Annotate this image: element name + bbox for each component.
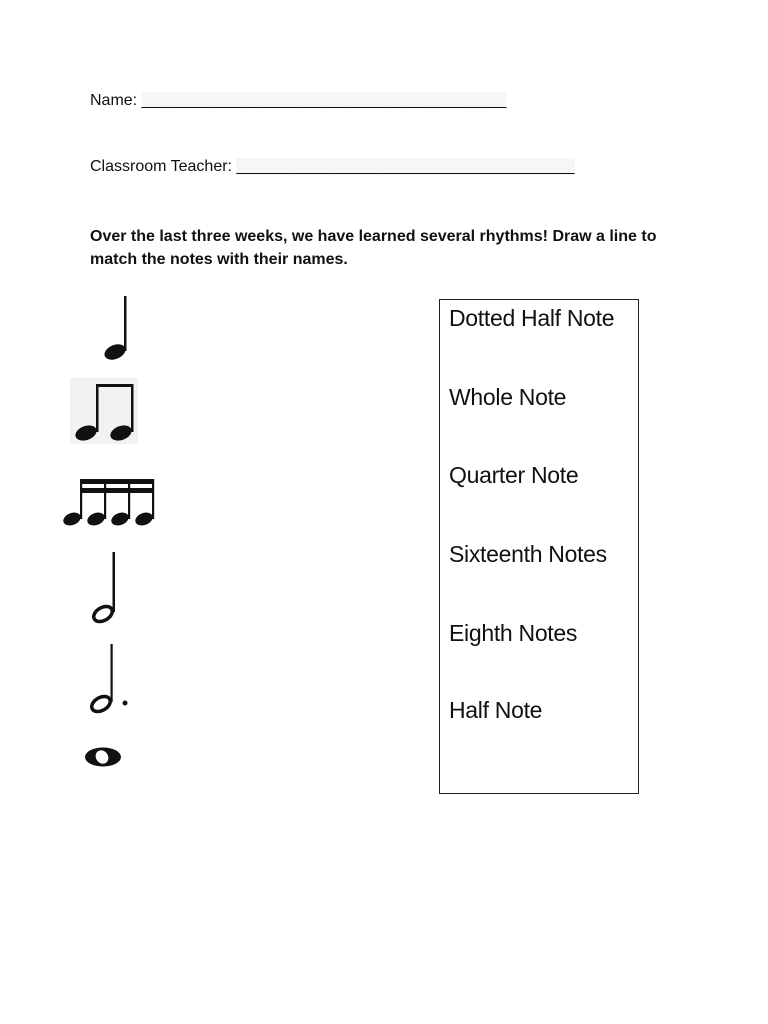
eighth-notes-icon [70, 378, 138, 444]
instructions: Over the last three weeks, we have learned several rhythms! Draw a line to match the notes with their names. [90, 228, 657, 268]
name-blank[interactable]: _________________________________________ [141, 92, 507, 109]
name-field[interactable] [90, 92, 506, 110]
sixteenth-notes-icon [62, 476, 168, 530]
teacher-field[interactable] [90, 158, 575, 176]
half-note-icon [88, 548, 128, 628]
name-label: Name: [90, 92, 138, 109]
note-names-box [439, 299, 639, 794]
note-name-eighth[interactable]: Eighth Notes [449, 620, 578, 646]
note-name-quarter[interactable]: Quarter Note [449, 462, 579, 488]
note-name-half[interactable]: Half Note [449, 697, 543, 723]
note-name-dotted-half[interactable]: Dotted Half Note [449, 305, 615, 331]
notes-column [0, 280, 240, 800]
note-name-sixteenth[interactable]: Sixteenth Notes [449, 541, 607, 567]
teacher-blank[interactable]: ______________________________________ [236, 158, 575, 175]
dotted-half-note-icon [86, 640, 136, 720]
note-name-whole[interactable]: Whole Note [449, 384, 567, 410]
whole-note-icon [82, 744, 124, 770]
quarter-note-icon [95, 294, 135, 364]
teacher-label: Classroom Teacher: [90, 158, 232, 175]
